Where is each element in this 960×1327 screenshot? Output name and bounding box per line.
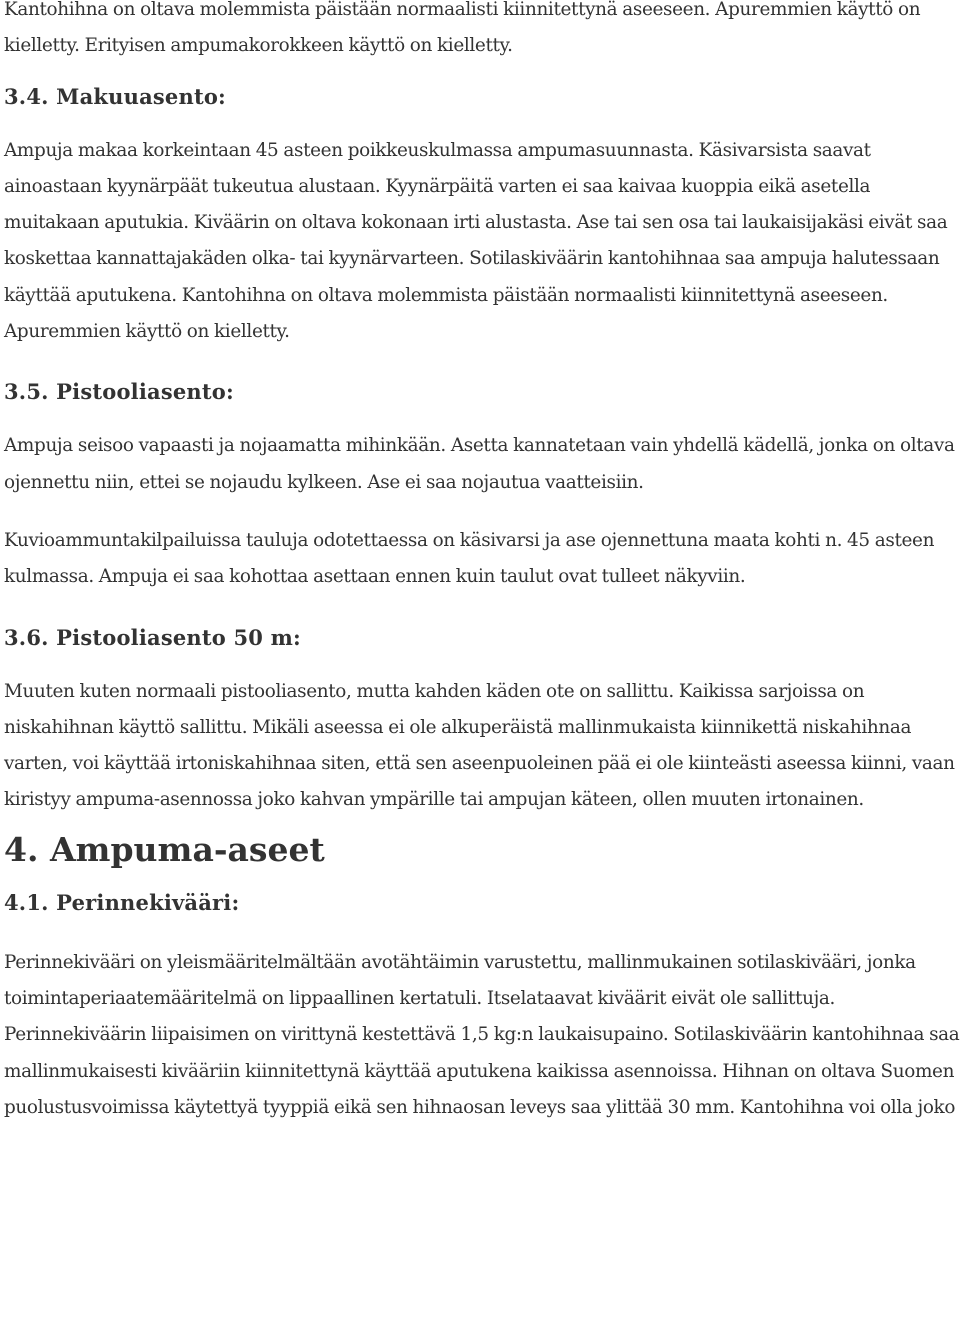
section-heading-pistooliasento: 3.5. Pistooliasento: [4, 379, 234, 405]
section-paragraph-pistooliasento-50m: Muuten kuten normaali pistooliasento, mutta kahden käden ote on sallittu. Kaikissa sarjoissa on niskahihnan käyttö sallittu. Mikäli aseessa ei ole alkuperäistä mallinmukaista kiinnikettä niskahihnaa varten, voi käyttää irtoniskahihnaa siten, että sen aseenpuoleinen pää ei ole kiinteästi aseessa kiinni, vaan kiristyy ampuma-asennossa joko kahvan ympärille tai ampujan käteen, ollen muuten irtonainen. [4, 680, 955, 811]
section-paragraph-pistooliasento-2: Kuvioammuntakilpailuissa tauluja odotettaessa on käsivarsi ja ase ojennettuna maata kohti n. 45 asteen kulmassa. Ampuja ei saa kohottaa asettaan ennen kuin taulut ovat tulleet näkyviin. [4, 529, 935, 588]
chapter-heading-ampuma-aseet: 4. Ampuma-aseet [4, 829, 325, 869]
section-paragraph-makuuasento: Ampuja makaa korkeintaan 45 asteen poikkeuskulmassa ampumasuunnasta. Käsivarsista saavat ainoastaan kyynärpäät tukeutua alustaan. Kyynärpäitä varten ei saa kaivaa kuoppia eikä asetella muitakaan aputukia. Kiväärin on oltava kokonaan irti alustasta. Ase tai sen osa tai laukaisijakäsi eivät saa koskettaa kannattajakäden olka- tai kyynärvarteen. Sotilaskiväärin kantohihnaa saa ampuja halutessaan käyttää aputukena. Kantohihna on oltava molemmista päistään normaalisti kiinnitettynä aseeseen. Apuremmien käyttö on kielletty. [4, 139, 948, 343]
section-paragraph-pistooliasento-1: Ampuja seisoo vapaasti ja nojaamatta mihinkään. Asetta kannatetaan vain yhdellä kädellä, jonka on oltava ojennettu niin, ettei se nojaudu kylkeen. Ase ei saa nojautua vaatteisiin. [4, 435, 955, 493]
document-page [4, 0, 960, 1126]
section-heading-perinnekivaari: 4.1. Perinnekivääri: [4, 889, 240, 915]
intro-paragraph: Kantohihna on oltava molemmista päistään normaalisti kiinnitettynä aseeseen. Apuremmien käyttö on kielletty. Erityisen ampumakorokkeen käyttö on kielletty. [4, 0, 921, 57]
section-heading-makuuasento: 3.4. Makuuasento: [4, 83, 227, 109]
section-paragraph-perinnekivaari: Perinnekivääri on yleismääritelmältään avotähtäimin varustettu, mallinmukainen sotilaskivääri, jonka toimintaperiaatemääritelmä on lippaallinen kertatuli. Itselataavat kiväärit eivät ole sallittuja. Perinnekiväärin liipaisimen on virittynä kestettävä 1,5 kg:n laukaisupaino. Sotilaskiväärin kantohihnaa saa mallinmukaisesti kivääriin kiinnitettynä käyttää aputukena kaikissa asennoissa. Hihnan on oltava Suomen puolustusvoimissa käytettyä tyyppiä eikä sen hihnaosan leveys saa ylittää 30 mm. Kantohihna voi olla joko [4, 951, 960, 1118]
section-heading-pistooliasento-50m: 3.6. Pistooliasento 50 m: [4, 624, 302, 650]
